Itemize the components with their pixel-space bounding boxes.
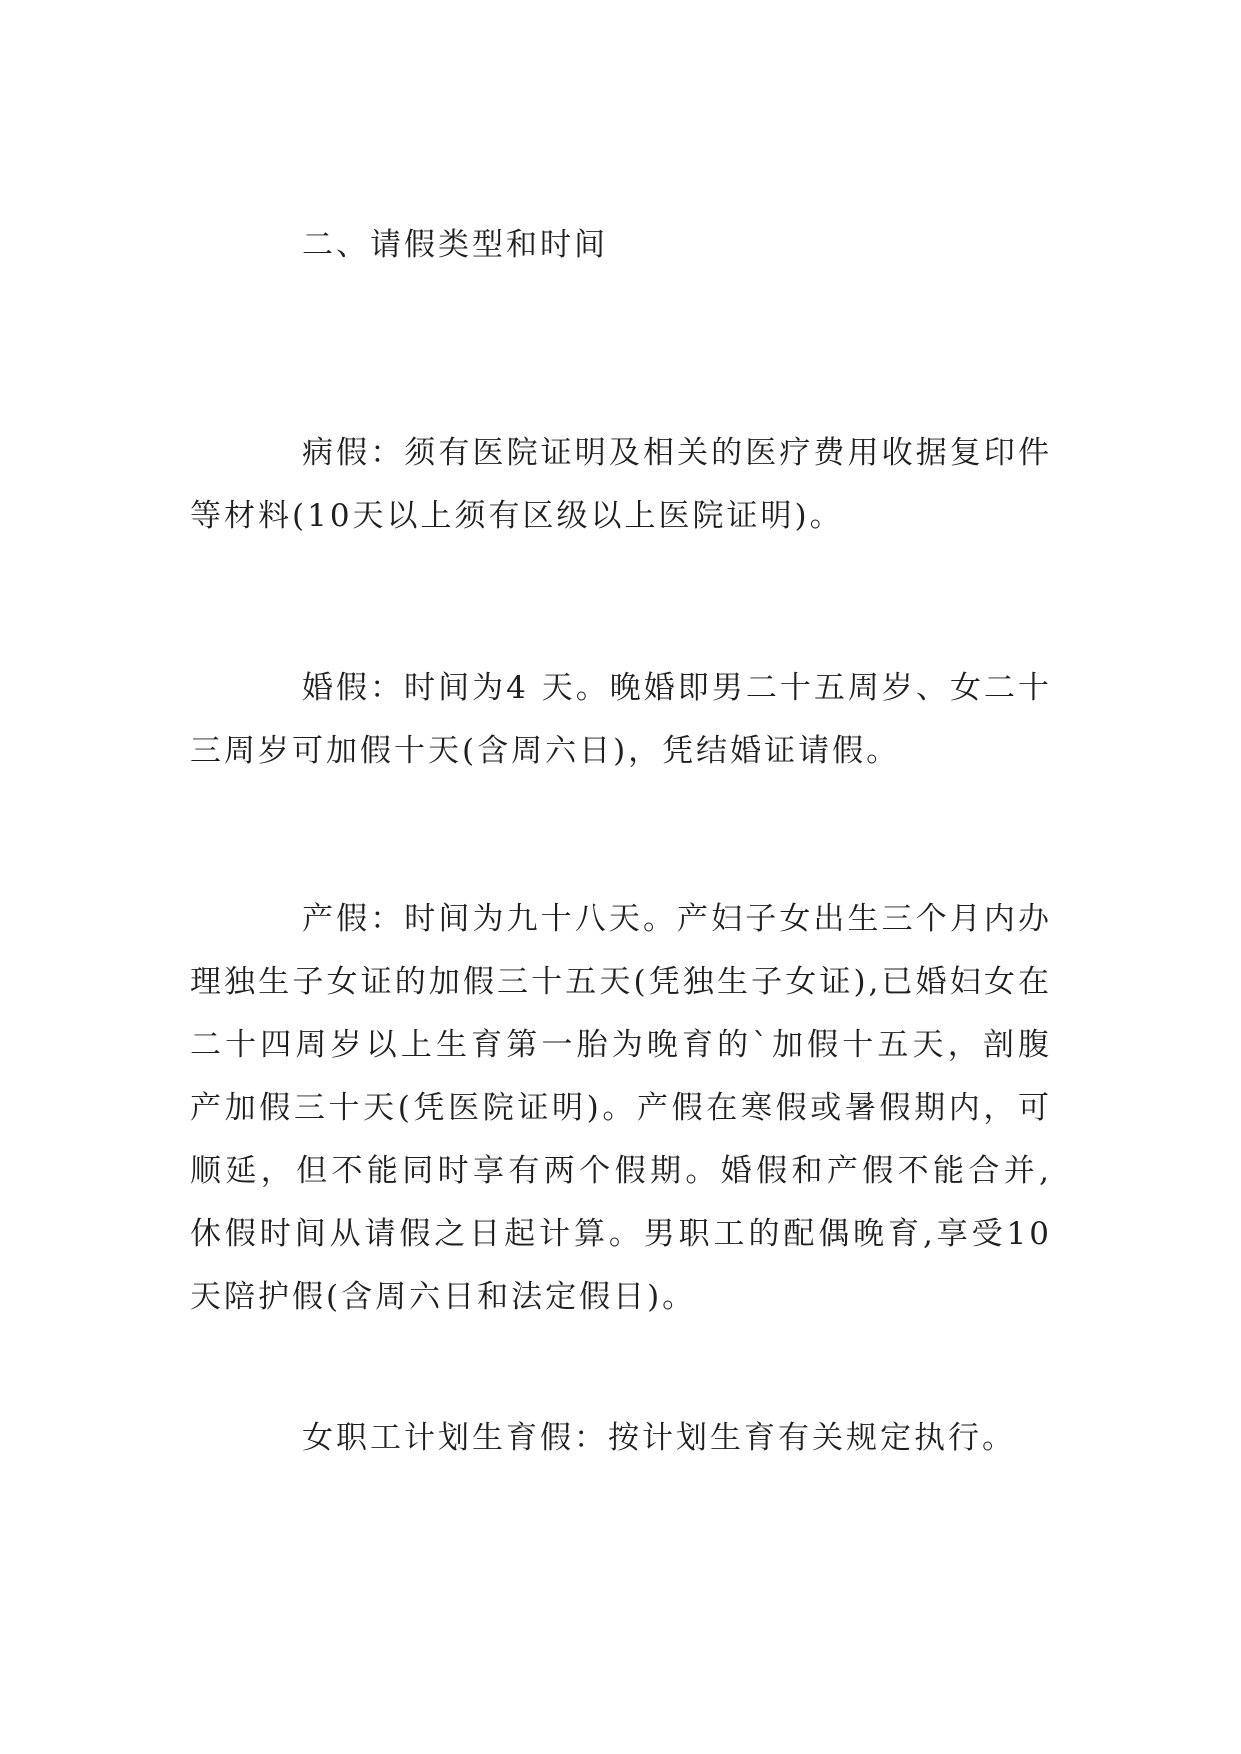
marriage-leave-paragraph: 婚假：时间为4 天。晚婚即男二十五周岁、女二十三周岁可加假十天(含周六日)，凭结婚证请假。 [190,670,1052,769]
maternity-leave-paragraph: 产假：时间为九十八天。产妇子女出生三个月内办理独生子女证的加假三十五天(凭独生子女证),已婚妇女在二十四周岁以上生育第一胎为晚育的`加假十五天，剖腹产加假三十天(凭医院证明)。产假在寒假或暑假期内，可顺延，但不能同时享有两个假期。婚假和产假不能合并,休假时间从请假之日起计算。男职工的配偶晚育,享受10天陪护假(含周六日和法定假日)。 [190,901,1052,1315]
sick-leave-paragraph: 病假：须有医院证明及相关的医疗费用收据复印件等材料(10天以上须有区级以上医院证明)。 [190,435,1052,534]
section-heading: 二、请假类型和时间 [302,227,608,263]
family-planning-leave-paragraph: 女职工计划生育假：按计划生育有关规定执行。 [302,1420,1016,1456]
